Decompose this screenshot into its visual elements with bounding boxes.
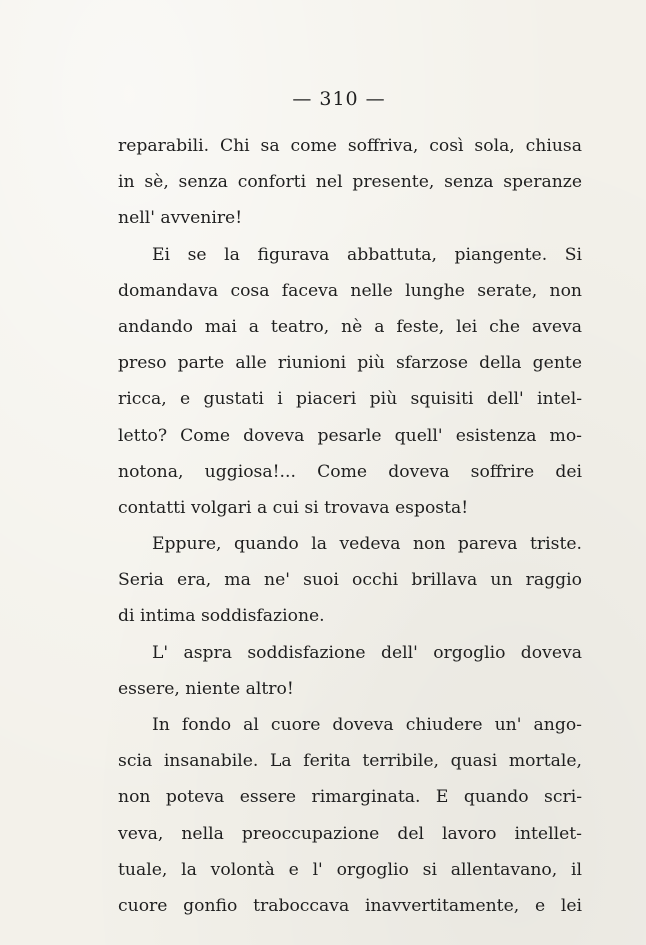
- text-line: tuale, la volontà e l' orgoglio si allentavano, il: [118, 859, 582, 880]
- text-line: contatti volgari a cui si trovava esposta!: [118, 497, 469, 518]
- text-line: in sè, senza conforti nel presente, senza speranze: [118, 172, 582, 193]
- text-line: letto? Come doveva pesarle quell' esistenza mo-: [118, 425, 582, 446]
- text-line: Seria era, ma ne' suoi occhi brillava un raggio: [118, 570, 582, 591]
- text-line: preso parte alle riunioni più sfarzose della gente: [118, 353, 582, 374]
- text-line: domandava cosa faceva nelle lunghe serate, non: [118, 280, 582, 301]
- paragraph-start-line: Eppure, quando la vedeva non pareva triste.: [152, 534, 582, 555]
- paragraph-start-line: In fondo al cuore doveva chiudere un' ango-: [152, 715, 582, 735]
- body-text: [118, 128, 582, 924]
- text-line: notona, uggiosa!... Come doveva soffrire dei: [118, 461, 582, 482]
- page-number: — 310 —: [292, 88, 386, 110]
- text-line: cuore gonfio traboccava inavvertitamente, e lei: [118, 895, 582, 916]
- text-line: non poteva essere rimarginata. E quando scri-: [118, 787, 582, 808]
- paragraph-start-line: Ei se la figurava abbattuta, piangente. Si: [152, 244, 582, 265]
- text-line: reparabili. Chi sa come soffriva, così sola, chiusa: [118, 136, 582, 156]
- text-line: andando mai a teatro, nè a feste, lei che aveva: [118, 316, 582, 337]
- text-line: nell' avvenire!: [118, 208, 243, 229]
- text-line: veva, nella preoccupazione del lavoro intellet-: [118, 823, 582, 844]
- text-line: scia insanabile. La ferita terribile, quasi mortale,: [118, 751, 582, 772]
- text-line: ricca, e gustati i piaceri più squisiti dell' intel-: [118, 389, 582, 410]
- paragraph-start-line: L' aspra soddisfazione dell' orgoglio doveva: [152, 642, 582, 663]
- text-line: essere, niente altro!: [118, 678, 294, 699]
- text-line: di intima soddisfazione.: [118, 606, 325, 627]
